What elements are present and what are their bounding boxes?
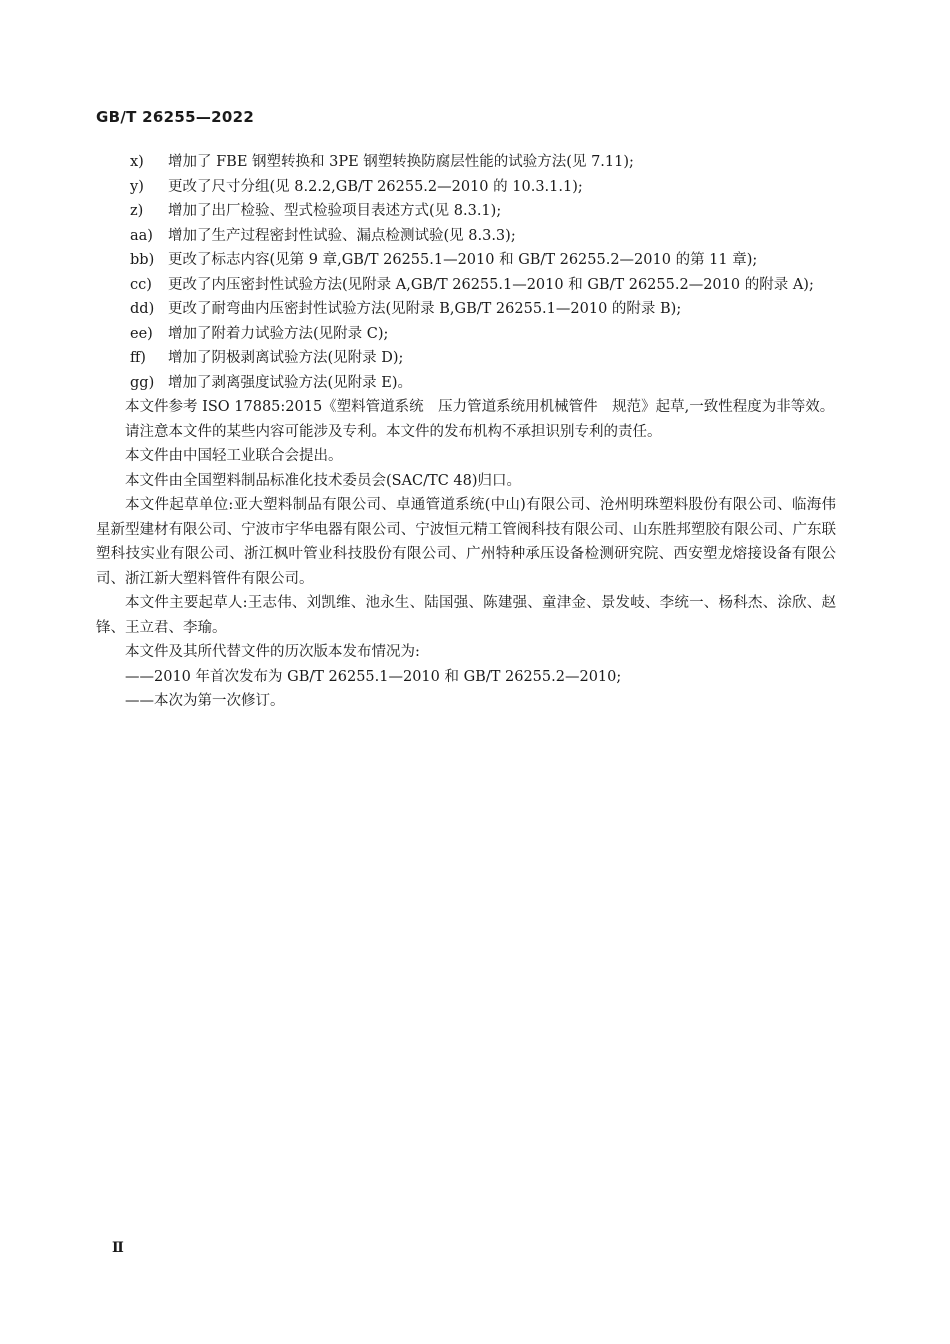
change-label: z) xyxy=(130,203,144,219)
change-text: 增加了剥离强度试验方法(见附录 E)。 xyxy=(168,374,413,391)
change-item-aa xyxy=(96,224,836,249)
history-item: ——2010 年首次发布为 GB/T 26255.1—2010 和 GB/T 26255.2—2010; xyxy=(125,668,622,685)
change-text: 更改了标志内容(见第 9 章,GB/T 26255.1—2010 和 GB/T 26255.2—2010 的第 11 章); xyxy=(168,252,758,268)
patent-paragraph: 请注意本文件的某些内容可能涉及专利。本文件的发布机构不承担识别专利的责任。 xyxy=(125,423,662,440)
change-text: 增加了出厂检验、型式检验项目表述方式(见 8.3.1); xyxy=(168,203,502,219)
change-item-ff xyxy=(96,346,836,371)
proposed-paragraph: 本文件由中国轻工业联合会提出。 xyxy=(125,448,343,464)
change-label: bb) xyxy=(130,252,155,268)
foreword-body xyxy=(96,150,836,714)
change-item-cc xyxy=(96,273,836,298)
history-intro-paragraph: 本文件及其所代替文件的历次版本发布情况为: xyxy=(125,644,420,660)
change-text: 更改了尺寸分组(见 8.2.2,GB/T 26255.2—2010 的 10.3.1.1); xyxy=(168,178,583,195)
change-label: dd) xyxy=(130,301,155,317)
page-number: Ⅱ xyxy=(112,1240,124,1256)
change-item-gg xyxy=(96,371,836,396)
change-text: 更改了内压密封性试验方法(见附录 A,GB/T 26255.1—2010 和 GB/T 26255.2—2010 的附录 A); xyxy=(168,276,814,293)
change-label: y) xyxy=(130,178,144,195)
change-label: ff) xyxy=(130,350,146,366)
drafters-paragraph: 本文件主要起草人:王志伟、刘凯维、池永生、陆国强、陈建强、童津金、景发岐、李统一、杨科杰、涂欣、赵锋、王立君、李瑜。 xyxy=(96,595,836,636)
change-label: aa) xyxy=(130,227,153,244)
change-label: x) xyxy=(130,154,144,170)
change-text: 增加了阴极剥离试验方法(见附录 D); xyxy=(168,350,404,366)
change-text: 更改了耐弯曲内压密封性试验方法(见附录 B,GB/T 26255.1—2010 的附录 B); xyxy=(168,301,682,317)
change-item-ee xyxy=(96,322,836,347)
change-item-z xyxy=(96,199,836,224)
change-item-bb xyxy=(96,248,836,273)
change-text: 增加了生产过程密封性试验、漏点检测试验(见 8.3.3); xyxy=(168,227,516,244)
reference-paragraph: 本文件参考 ISO 17885:2015《塑料管道系统 压力管道系统用机械管件 规范》起草,一致性程度为非等效。 xyxy=(125,399,835,415)
change-text: 增加了 FBE 钢塑转换和 3PE 钢塑转换防腐层性能的试验方法(见 7.11); xyxy=(168,154,634,170)
change-label: gg) xyxy=(130,374,155,391)
change-item-x xyxy=(96,150,836,175)
change-item-y xyxy=(96,175,836,200)
change-label: cc) xyxy=(130,276,152,293)
change-text: 增加了附着力试验方法(见附录 C); xyxy=(168,325,389,342)
standard-id-header: GB/T 26255—2022 xyxy=(96,108,255,126)
centralized-paragraph: 本文件由全国塑料制品标准化技术委员会(SAC/TC 48)归口。 xyxy=(125,472,522,489)
change-label: ee) xyxy=(130,325,153,342)
history-item: ——本次为第一次修订。 xyxy=(125,693,285,709)
drafting-units-paragraph: 本文件起草单位:亚大塑料制品有限公司、卓通管道系统(中山)有限公司、沧州明珠塑料股份有限公司、临海伟星新型建材有限公司、宁波市宇华电器有限公司、宁波恒元精工管阀科技有限公司、山东胜邦塑胶有限公司、广东联塑科技实业有限公司、浙江枫叶管业科技股份有限公司、广州特种承压设备检测研究院、西安塑龙熔接设备有限公司、浙江新大塑料管件有限公司。 xyxy=(96,497,836,587)
change-item-dd xyxy=(96,297,836,322)
